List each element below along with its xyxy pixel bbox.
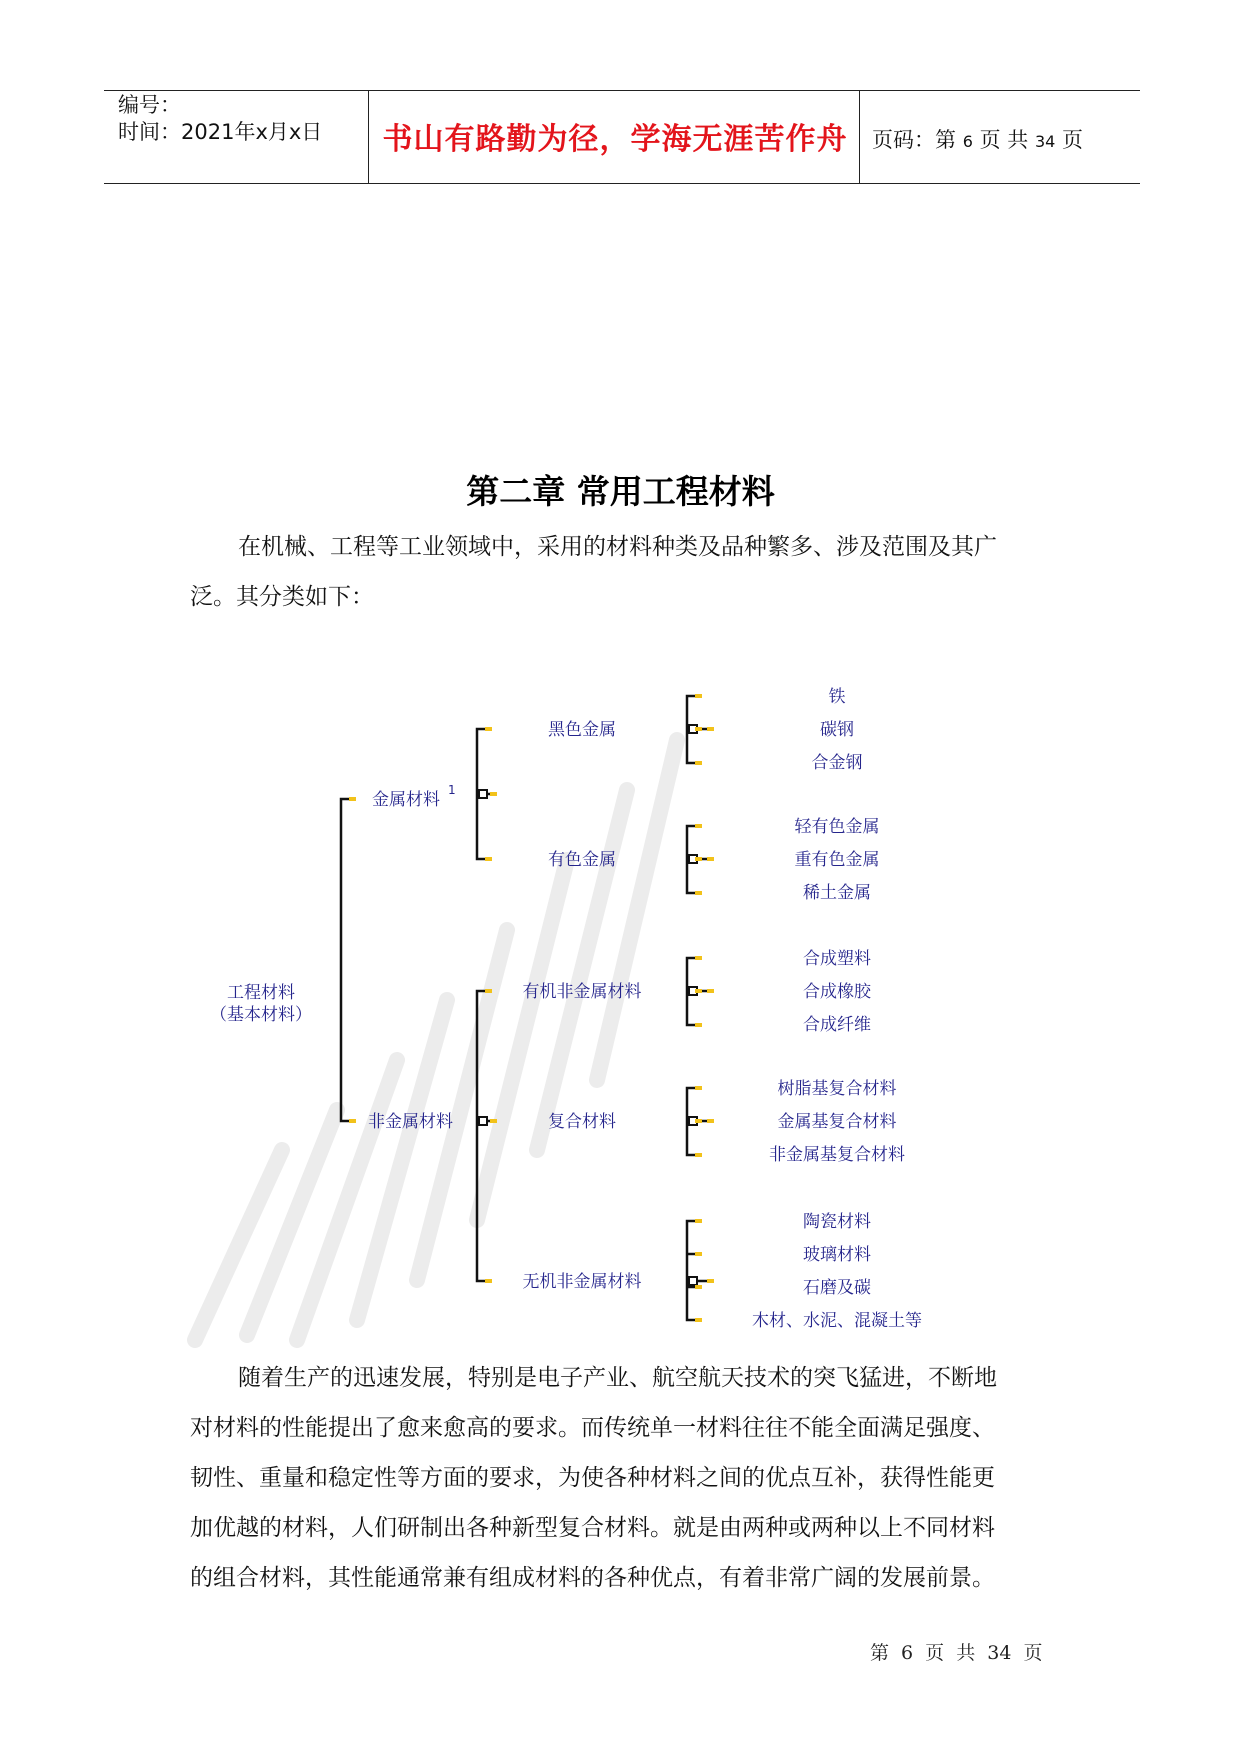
ferrous-label: 黑色金属 [548,720,616,740]
body-line-2: 对材料的性能提出了愈来愈高的要求。而传统单一材料往往不能全面满足强度、 [190,1415,995,1441]
nonferrous-label: 有色金属 [548,850,616,870]
nonferrous-item-light: 轻有色金属 [794,817,880,837]
inorganic-item-glass: 玻璃材料 [803,1245,871,1265]
intro-line-2: 泛。其分类如下： [190,584,374,610]
composite-item-metal: 金属基复合材料 [777,1112,897,1132]
nonmetal-label: 非金属材料 [368,1112,453,1132]
header-top-rule [104,90,1140,91]
header-divider-left [368,90,369,183]
composite-item-nonmetal: 非金属基复合材料 [769,1145,905,1165]
organic-item-rubber: 合成橡胶 [803,982,871,1002]
inorganic-item-ceramic: 陶瓷材料 [803,1212,871,1232]
watermark [195,740,677,1340]
page-footer: 第 6 页 共 34 页 [870,1642,1043,1664]
composite-label: 复合材料 [548,1112,616,1132]
nonferrous-item-rare-earth: 稀土金属 [803,883,871,903]
root-label-line1: 工程材料 [227,983,295,1003]
organic-item-fiber: 合成纤维 [803,1015,871,1035]
header-bottom-rule [104,183,1140,184]
page-prefix: 页码：第 [872,128,956,152]
page-middle: 页 共 [979,128,1029,152]
time-label: 时间：2021年x月x日 [118,120,323,144]
organic-item-plastic: 合成塑料 [803,949,871,969]
ferrous-item-carbon-steel: 碳钢 [820,720,854,740]
body-paragraph [190,1353,1070,1603]
page-current: 6 [962,132,973,151]
metal-label: 金属材料 [372,790,440,810]
intro-line-1: 在机械、工程等工业领域中，采用的材料种类及品种繁多、涉及范围及其广 [238,534,997,560]
nonferrous-item-heavy: 重有色金属 [794,850,880,870]
material-classification-diagram [187,680,947,1350]
inorganic-label: 无机非金属材料 [522,1272,642,1292]
header-page-number [872,124,1083,154]
body-line-3: 韧性、重量和稳定性等方面的要求，为使各种材料之间的优点互补，获得性能更 [190,1465,995,1491]
body-line-5: 的组合材料，其性能通常兼有组成材料的各种优点，有着非常广阔的发展前景。 [190,1565,995,1591]
header-motto: 书山有路勤为径，学海无涯苦作舟 [382,122,848,157]
root-label-line2: （基本材料） [210,1005,312,1025]
header-meta [118,92,322,146]
metal-footnote: 1 [448,783,456,797]
page-total: 34 [1034,132,1056,151]
ferrous-item-iron: 铁 [828,687,846,707]
body-line-4: 加优越的材料，人们研制出各种新型复合材料。就是由两种或两种以上不同材料 [190,1515,995,1541]
inorganic-item-wood-cement: 木材、水泥、混凝土等 [752,1311,922,1331]
ferrous-item-alloy-steel: 合金钢 [811,753,863,773]
organic-label: 有机非金属材料 [522,982,642,1002]
composite-item-resin: 树脂基复合材料 [777,1079,897,1099]
body-line-1: 随着生产的迅速发展，特别是电子产业、航空航天技术的突飞猛进，不断地 [238,1365,997,1391]
page-suffix: 页 [1061,128,1083,152]
chapter-title: 第二章 常用工程材料 [466,472,775,511]
intro-paragraph [190,522,1070,622]
serial-label: 编号： [118,93,181,117]
inorganic-item-graphite: 石磨及碳 [803,1278,871,1298]
